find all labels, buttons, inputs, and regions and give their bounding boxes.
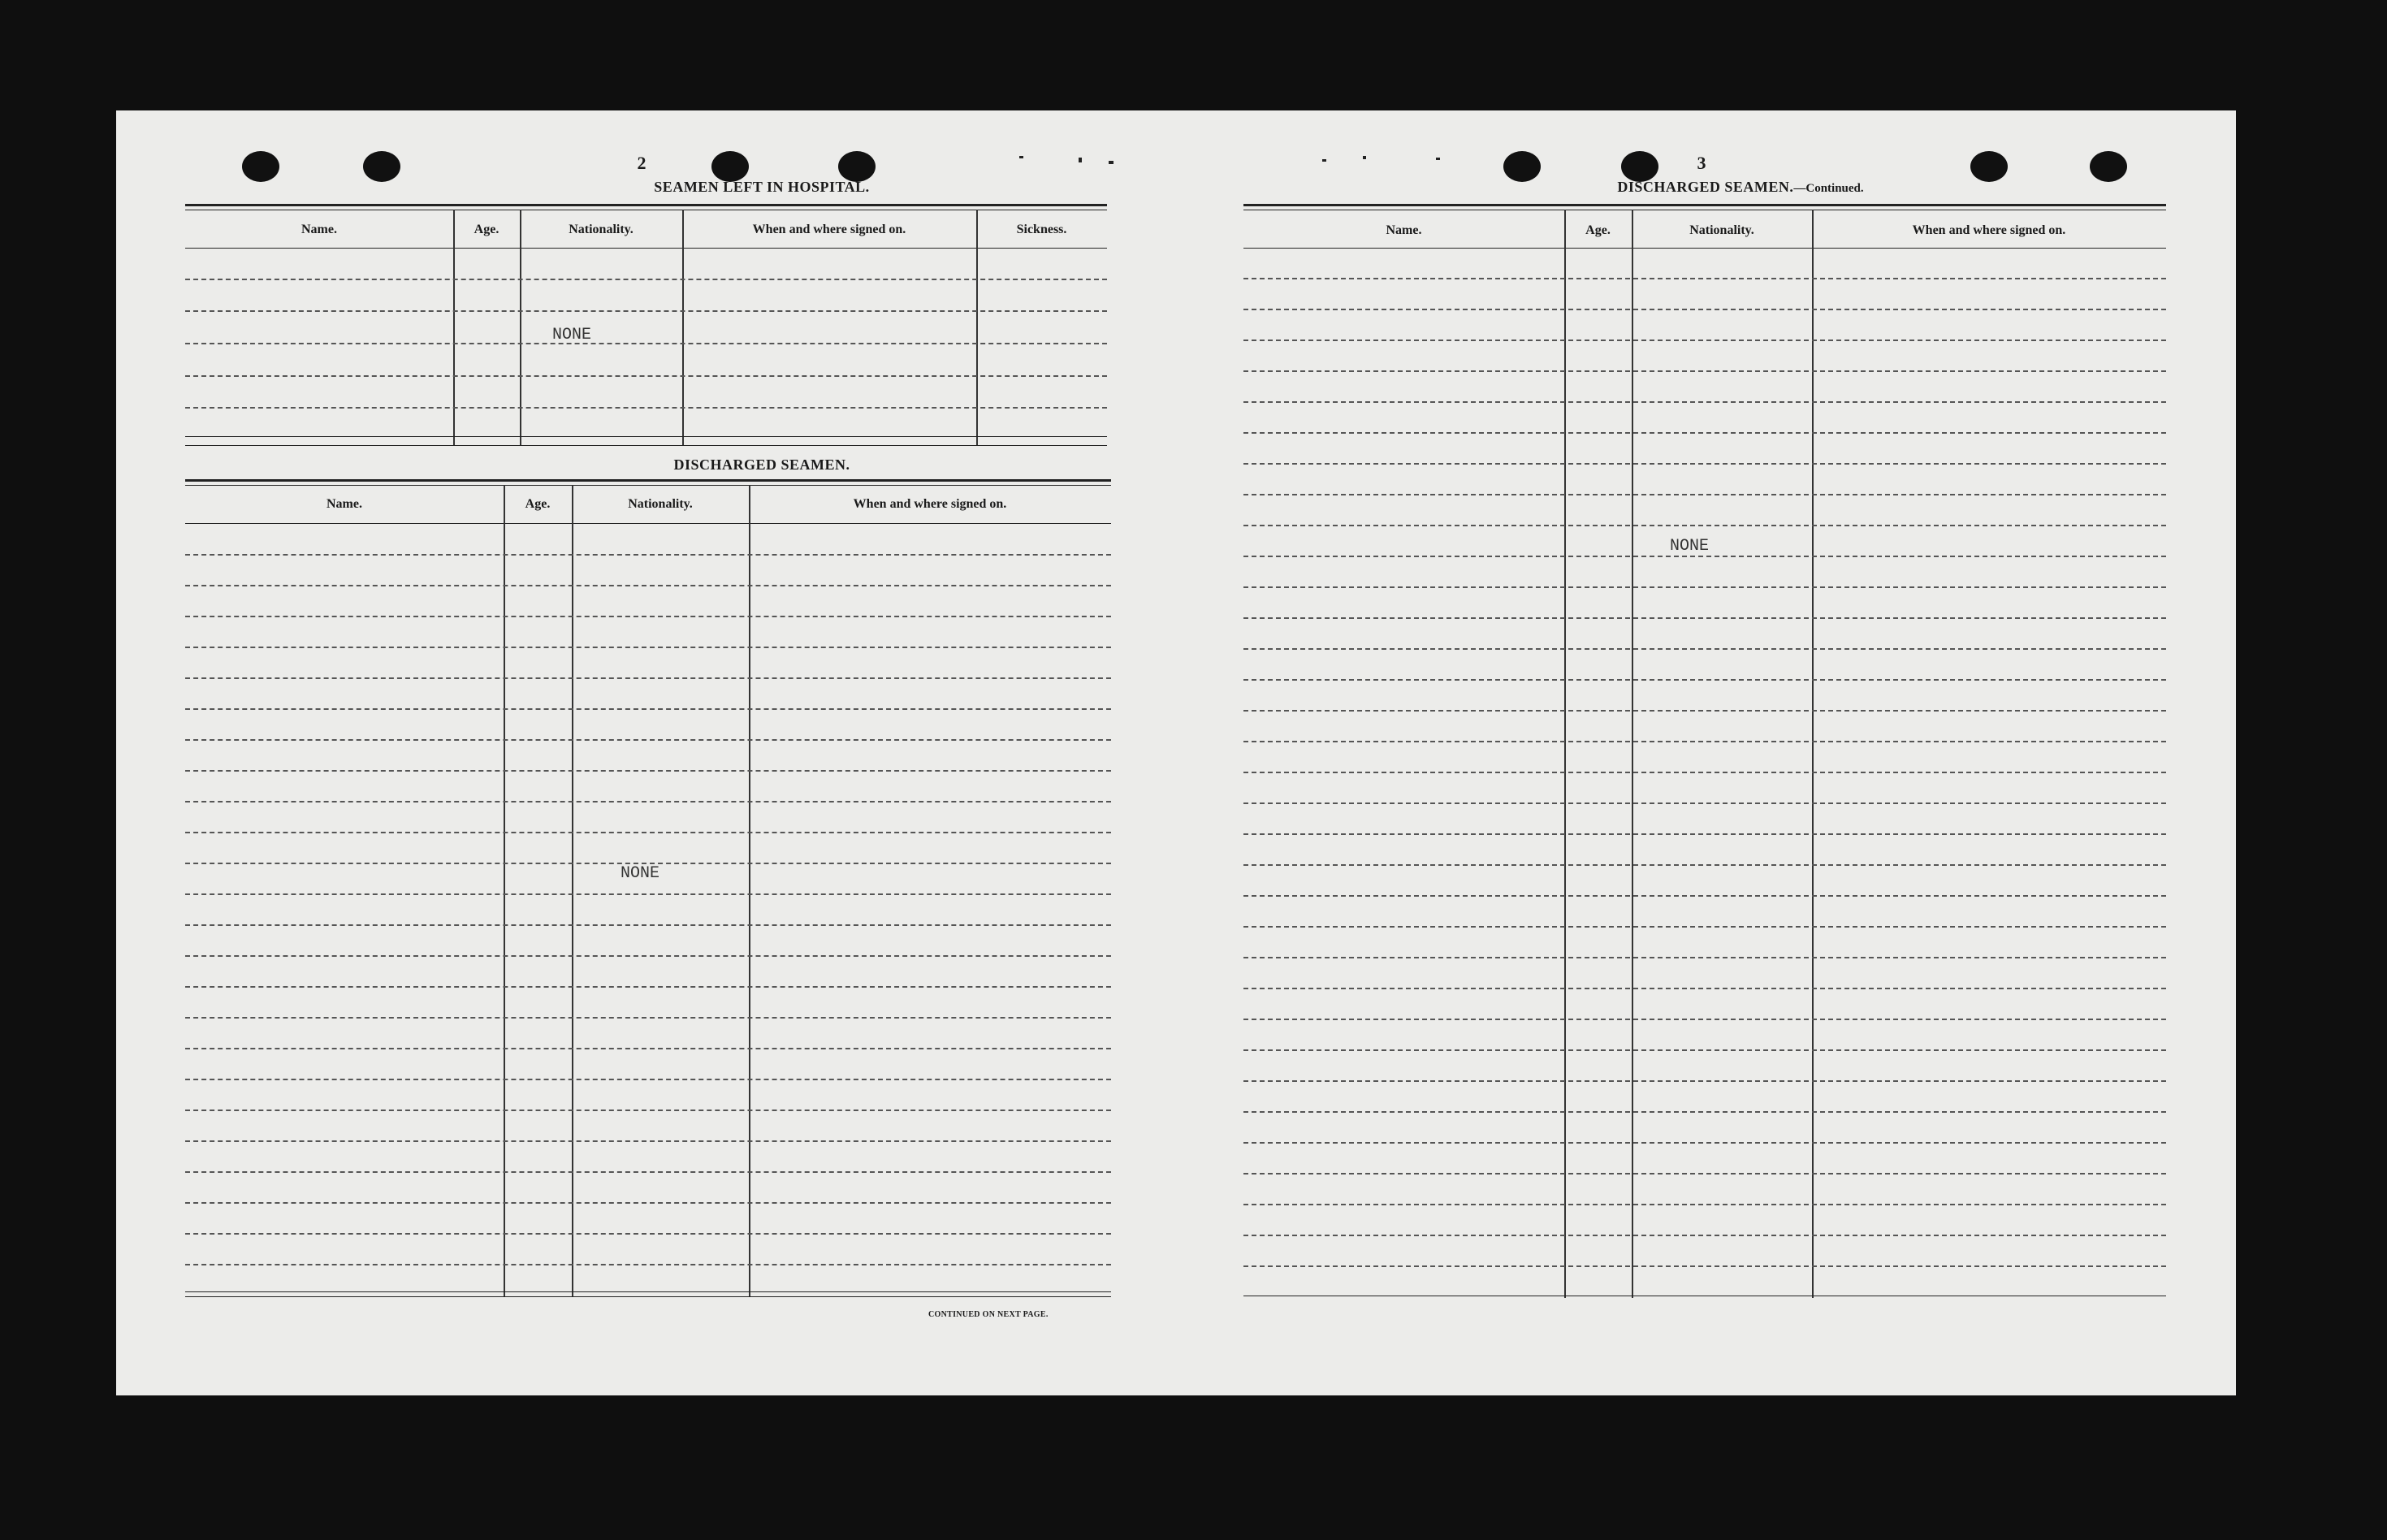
punch-hole-7 bbox=[1970, 151, 2008, 182]
section-title-suffix: —Continued. bbox=[1793, 182, 1864, 195]
page-number: 2 bbox=[637, 153, 646, 173]
column-header-age: Age. bbox=[525, 497, 551, 511]
column-header-name: Name. bbox=[301, 223, 337, 236]
column-header-age: Age. bbox=[474, 223, 499, 236]
ink-speck bbox=[1322, 159, 1326, 162]
column-header-name: Name. bbox=[1386, 223, 1422, 237]
entry-none: NONE bbox=[621, 864, 660, 883]
document-sheet bbox=[116, 110, 2236, 1395]
punch-hole-4 bbox=[838, 151, 876, 182]
page-number: 3 bbox=[1697, 153, 1706, 173]
punch-hole-3 bbox=[711, 151, 749, 182]
punch-hole-6 bbox=[1621, 151, 1658, 182]
section-title-hospital: SEAMEN LEFT IN HOSPITAL. bbox=[654, 179, 870, 195]
discharged-table-right bbox=[1243, 204, 2166, 1307]
discharged-table-left bbox=[185, 479, 1111, 1308]
column-header-nationality: Nationality. bbox=[1689, 223, 1754, 237]
column-header-nationality: Nationality. bbox=[569, 223, 634, 236]
column-header-signed-on: When and where signed on. bbox=[1912, 223, 2066, 237]
punch-hole-8 bbox=[2090, 151, 2127, 182]
column-header-age: Age. bbox=[1585, 223, 1611, 237]
entry-none: NONE bbox=[552, 326, 592, 344]
section-title-discharged: DISCHARGED SEAMEN. bbox=[673, 456, 850, 473]
section-title-discharged-continued bbox=[1497, 179, 1984, 196]
column-header-name: Name. bbox=[326, 497, 362, 511]
column-header-signed-on: When and where signed on. bbox=[853, 497, 1007, 511]
ink-speck bbox=[1436, 158, 1440, 160]
column-header-sickness: Sickness. bbox=[1016, 223, 1067, 236]
hospital-table bbox=[185, 204, 1107, 449]
ink-speck bbox=[1019, 156, 1023, 158]
punch-hole-1 bbox=[242, 151, 279, 182]
ink-speck bbox=[1109, 161, 1114, 164]
entry-none: NONE bbox=[1670, 537, 1710, 556]
punch-hole-2 bbox=[363, 151, 400, 182]
column-header-signed-on: When and where signed on. bbox=[752, 223, 906, 236]
ink-speck bbox=[1363, 156, 1366, 159]
ink-speck bbox=[1079, 158, 1082, 162]
section-title: DISCHARGED SEAMEN. bbox=[1617, 179, 1794, 195]
column-header-nationality: Nationality. bbox=[628, 497, 693, 511]
continued-note: CONTINUED ON NEXT PAGE. bbox=[928, 1310, 1049, 1319]
punch-hole-5 bbox=[1503, 151, 1541, 182]
